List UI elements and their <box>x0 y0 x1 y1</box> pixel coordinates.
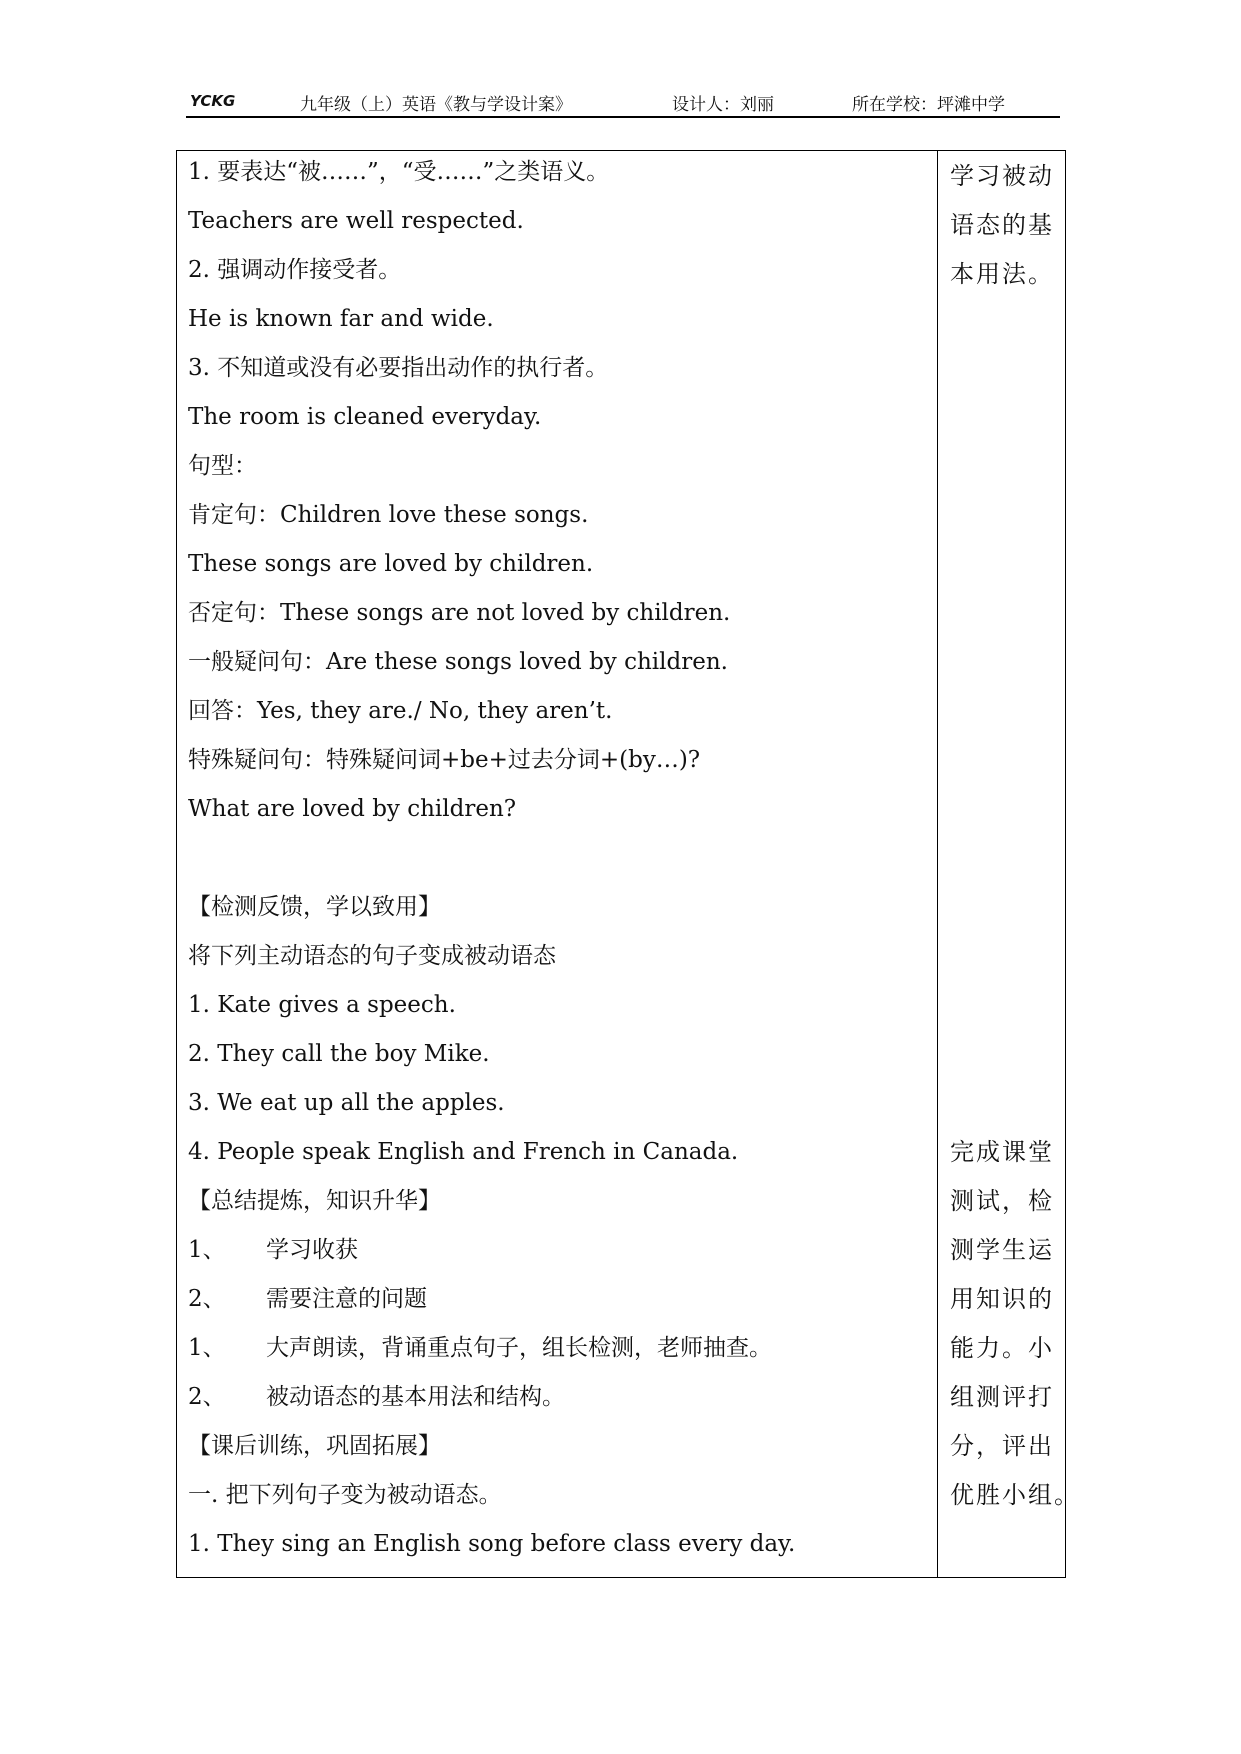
side-note-line: 能力。小 <box>950 1334 1054 1362</box>
text-line: 一般疑问句：Are these songs loved by children. <box>188 649 728 675</box>
text-line: 1. They sing an English song before class every day. <box>188 1531 796 1557</box>
text-line: 3. 不知道或没有必要指出动作的执行者。 <box>188 355 609 381</box>
item-number: 1、 <box>188 1237 226 1263</box>
side-note-line: 完成课堂 <box>950 1138 1054 1166</box>
text-line: 1. 要表达“被……”，“受……”之类语义。 <box>188 159 610 185</box>
side-note-line: 组测评打 <box>950 1383 1054 1411</box>
text-line: The room is cleaned everyday. <box>188 404 542 430</box>
numbered-item <box>188 1382 565 1412</box>
side-note-line: 学习被动 <box>950 162 1054 190</box>
text-line: Teachers are well respected. <box>188 208 524 234</box>
text-line: 2. 强调动作接受者。 <box>188 257 402 283</box>
item-text: 被动语态的基本用法和结构。 <box>266 1384 565 1410</box>
section-heading: 【课后训练，巩固拓展】 <box>188 1433 441 1459</box>
text-line: These songs are loved by children. <box>188 551 594 577</box>
page-header <box>186 86 1060 118</box>
text-line: 4. People speak English and French in Canada. <box>188 1139 739 1165</box>
text-line: 一. 把下列句子变为被动语态。 <box>188 1482 502 1508</box>
side-note-line: 测学生运 <box>950 1236 1054 1264</box>
section-heading: 【总结提炼，知识升华】 <box>188 1188 441 1214</box>
header-designer: 设计人：刘丽 <box>672 95 774 115</box>
item-text: 大声朗读，背诵重点句子，组长检测，老师抽查。 <box>266 1335 772 1361</box>
item-number: 2、 <box>188 1384 226 1410</box>
numbered-item <box>188 1333 772 1363</box>
section-heading: 【检测反馈，学以致用】 <box>188 894 441 920</box>
text-line: 1. Kate gives a speech. <box>188 992 456 1018</box>
text-line: 将下列主动语态的句子变成被动语态 <box>188 943 556 969</box>
text-line: 回答：Yes, they are./ No, they aren’t. <box>188 698 613 724</box>
side-note-line: 本用法。 <box>950 260 1054 288</box>
side-note-line: 测试，检 <box>950 1187 1054 1215</box>
numbered-item <box>188 1235 358 1265</box>
item-text: 需要注意的问题 <box>266 1286 427 1312</box>
lesson-table <box>176 150 1080 1578</box>
text-line: 2. They call the boy Mike. <box>188 1041 490 1067</box>
numbered-item <box>188 1284 427 1314</box>
text-line: 否定句：These songs are not loved by children. <box>188 600 731 626</box>
column-divider <box>937 151 938 1577</box>
item-text: 学习收获 <box>266 1237 358 1263</box>
side-note-line: 分，评出 <box>950 1432 1054 1460</box>
text-line: 特殊疑问句：特殊疑问词+be+过去分词+(by…)? <box>188 747 701 773</box>
item-number: 2、 <box>188 1286 226 1312</box>
text-line: He is known far and wide. <box>188 306 494 332</box>
side-note-line: 语态的基 <box>950 211 1054 239</box>
side-note-line: 优胜小组。 <box>950 1481 1080 1509</box>
header-logo: YCKG <box>190 92 236 110</box>
text-line: 句型： <box>188 453 257 479</box>
header-title: 九年级（上）英语《教与学设计案》 <box>300 95 572 115</box>
item-number: 1、 <box>188 1335 226 1361</box>
text-line: 3. We eat up all the apples. <box>188 1090 505 1116</box>
text-line: What are loved by children? <box>188 796 517 822</box>
text-line: 肯定句：Children love these songs. <box>188 502 589 528</box>
side-note-line: 用知识的 <box>950 1285 1054 1313</box>
header-school: 所在学校：坪滩中学 <box>852 95 1005 115</box>
